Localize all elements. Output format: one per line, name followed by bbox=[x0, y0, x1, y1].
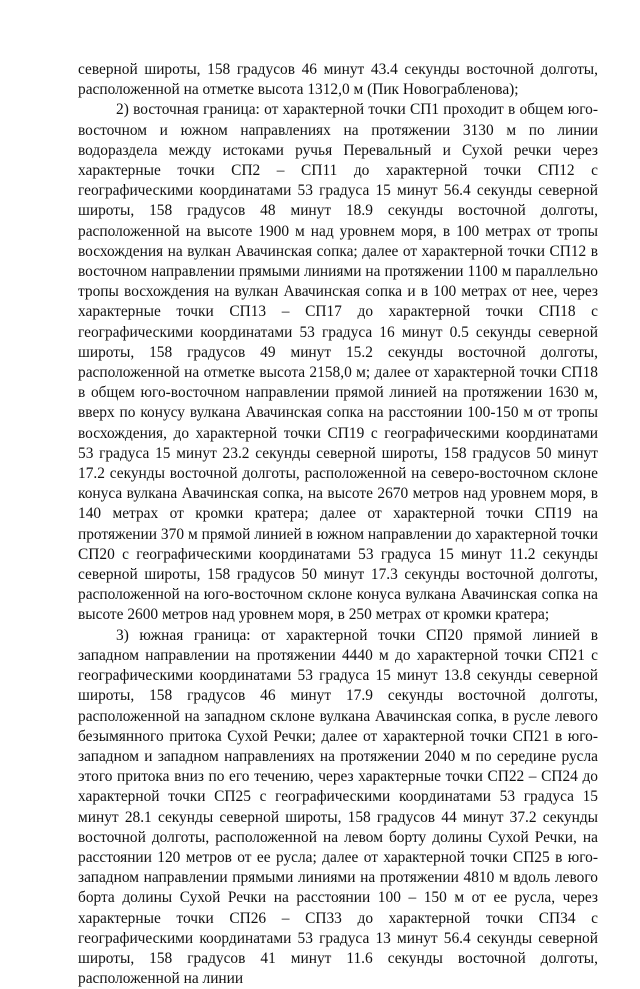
paragraph-southern-boundary: 3) южная граница: от характерной точки СП20 прямой линией в западном направлении на протяжении 4440 м до характерной точки СП21 с географическими координатами 53 градуса 15 минут 13.8 секунды северной широты, 158 градусов 46 минут 17.9 секунды восточной долготы, расположенной на западном склоне вулкана Авачинская сопка, в русле левого безымянного притока Сухой Речки; далее от характерной точки СП21 в юго-западном и западном направлениях на протяжении 2040 м по середине русла этого притока вниз по его течению, через характерные точки СП22 – СП24 до характерной точки СП25 с географическими координатами 53 градуса 15 минут 28.1 секунды северной широты, 158 градусов 44 минут 37.2 секунды восточной долготы, расположенной на левом борту долины Сухой Речки, на расстоянии 120 метров от ее русла; далее от характерной точки СП25 в юго-западном направлении прямыми линиями на протяжении 4810 м вдоль левого борта долины Сухой Речки на расстоянии 100 – 150 м от ее русла, через характерные точки СП26 – СП33 до характерной точки СП34 с географическими координатами 53 градуса 13 минут 56.4 секунды северной широты, 158 градусов 41 минут 11.6 секунды восточной долготы, расположенной на линии bbox=[78, 626, 598, 988]
paragraph-continuation: северной широты, 158 градусов 46 минут 43.4 секунды восточной долготы, расположенной на отметке высота 1312,0 м (Пик Новограбленова); bbox=[78, 61, 598, 99]
paragraph-eastern-boundary: 2) восточная граница: от характерной точки СП1 проходит в общем юго-восточном и южном направлениях на протяжении 3130 м по линии водораздела между истоками ручья Перевальный и Сухой речки через характерные точки СП2 – СП11 до характерной точки СП12 с географическими координатами 53 градуса 15 минут 56.4 секунды северной широты, 158 градусов 48 минут 18.9 секунды восточной долготы, расположенной на высоте 1900 м над уровнем моря, в 100 метрах от тропы восхождения на вулкан Авачинская сопка; далее от характерной точки СП12 в восточном направлении прямыми линиями на протяжении 1100 м параллельно тропы восхождения на вулкан Авачинская сопка и в 100 метрах от нее, через характерные точки СП13 – СП17 до характерной точки СП18 с географическими координатами 53 градуса 16 минут 0.5 секунды северной широты, 158 градусов 49 минут 15.2 секунды восточной долготы, расположенной на отметке высота 2158,0 м; далее от характерной точки СП18 в общем юго-восточном направлении прямой линией на протяжении 1630 м, вверх по конусу вулкана Авачинская сопка на расстоянии 100-150 м от тропы восхождения, до характерной точки СП19 с географическими координатами 53 градуса 15 минут 23.2 секунды северной широты, 158 градусов 50 минут 17.2 секунды восточной долготы, расположенной на северо-восточном склоне конуса вулкана Авачинская сопка, на высоте 2670 метров над уровнем моря, в 140 метрах от кромки кратера; далее от характерной точки СП19 на протяжении 370 м прямой линией в южном направлении до характерной точки СП20 с географическими координатами 53 градуса 15 минут 11.2 секунды северной широты, 158 градусов 50 минут 17.3 секунды восточной долготы, расположенной на юго-восточном склоне конуса вулкана Авачинская сопка на высоте 2600 метров над уровнем моря, в 250 метрах от кромки кратера; bbox=[78, 101, 598, 624]
document-page bbox=[78, 60, 598, 989]
